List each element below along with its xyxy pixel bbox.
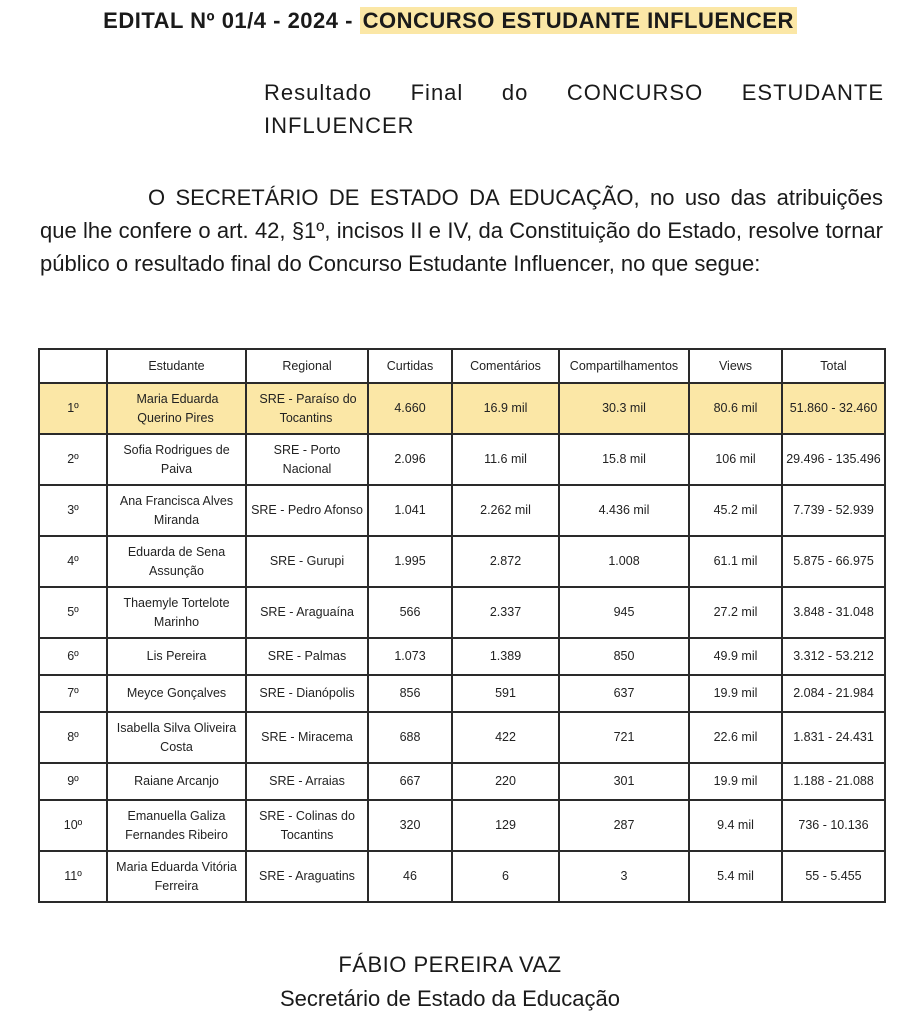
cell-shares: 30.3 mil <box>559 383 689 434</box>
signatory-name: FÁBIO PEREIRA VAZ <box>338 952 562 977</box>
cell-rank: 10º <box>39 800 107 851</box>
table-row <box>39 851 885 902</box>
cell-rank: 9º <box>39 763 107 800</box>
cell-total: 2.084 - 21.984 <box>782 675 885 712</box>
cell-views: 45.2 mil <box>689 485 782 536</box>
table-row <box>39 712 885 763</box>
cell-rank: 5º <box>39 587 107 638</box>
cell-views: 27.2 mil <box>689 587 782 638</box>
cell-likes: 856 <box>368 675 452 712</box>
cell-total: 3.312 - 53.212 <box>782 638 885 675</box>
cell-total: 55 - 5.455 <box>782 851 885 902</box>
cell-comments: 422 <box>452 712 559 763</box>
cell-likes: 46 <box>368 851 452 902</box>
cell-likes: 320 <box>368 800 452 851</box>
cell-likes: 667 <box>368 763 452 800</box>
cell-views: 22.6 mil <box>689 712 782 763</box>
cell-comments: 129 <box>452 800 559 851</box>
cell-rank: 6º <box>39 638 107 675</box>
signatory-role: Secretário de Estado da Educação <box>279 986 620 1011</box>
cell-comments: 220 <box>452 763 559 800</box>
table-row-winner <box>39 383 885 434</box>
cell-views: 80.6 mil <box>689 383 782 434</box>
cell-regional: SRE - Pedro Afonso <box>246 485 368 536</box>
table-row <box>39 434 885 485</box>
header-student: Estudante <box>107 349 246 383</box>
cell-regional: SRE - Arraias <box>246 763 368 800</box>
cell-student: Raiane Arcanjo <box>107 763 246 800</box>
cell-likes: 1.995 <box>368 536 452 587</box>
cell-total: 3.848 - 31.048 <box>782 587 885 638</box>
header-shares: Compartilhamentos <box>559 349 689 383</box>
cell-views: 49.9 mil <box>689 638 782 675</box>
cell-regional: SRE - Porto Nacional <box>246 434 368 485</box>
cell-shares: 721 <box>559 712 689 763</box>
header-likes: Curtidas <box>368 349 452 383</box>
cell-regional: SRE - Miracema <box>246 712 368 763</box>
cell-total: 5.875 - 66.975 <box>782 536 885 587</box>
cell-comments: 2.872 <box>452 536 559 587</box>
cell-views: 19.9 mil <box>689 675 782 712</box>
cell-student: Isabella Silva Oliveira Costa <box>107 712 246 763</box>
cell-shares: 637 <box>559 675 689 712</box>
cell-rank: 1º <box>39 383 107 434</box>
cell-student: Thaemyle Tortelote Marinho <box>107 587 246 638</box>
result-subtitle: Resultado Final do CONCURSO ESTUDANTE INFLUENCER <box>264 80 884 138</box>
header-regional: Regional <box>246 349 368 383</box>
cell-views: 61.1 mil <box>689 536 782 587</box>
cell-likes: 1.073 <box>368 638 452 675</box>
cell-shares: 3 <box>559 851 689 902</box>
cell-shares: 4.436 mil <box>559 485 689 536</box>
cell-total: 51.860 - 32.460 <box>782 383 885 434</box>
cell-shares: 287 <box>559 800 689 851</box>
table-row <box>39 485 885 536</box>
cell-student: Ana Francisca Alves Miranda <box>107 485 246 536</box>
cell-total: 1.188 - 21.088 <box>782 763 885 800</box>
cell-student: Lis Pereira <box>107 638 246 675</box>
cell-regional: SRE - Araguaína <box>246 587 368 638</box>
cell-comments: 2.262 mil <box>452 485 559 536</box>
cell-total: 29.496 - 135.496 <box>782 434 885 485</box>
cell-regional: SRE - Gurupi <box>246 536 368 587</box>
cell-student: Maria Eduarda Vitória Ferreira <box>107 851 246 902</box>
table-header-row <box>39 349 885 383</box>
table-row <box>39 638 885 675</box>
cell-rank: 8º <box>39 712 107 763</box>
cell-views: 5.4 mil <box>689 851 782 902</box>
table-row <box>39 587 885 638</box>
cell-regional: SRE - Paraíso do Tocantins <box>246 383 368 434</box>
cell-views: 9.4 mil <box>689 800 782 851</box>
cell-shares: 850 <box>559 638 689 675</box>
cell-comments: 6 <box>452 851 559 902</box>
cell-regional: SRE - Dianópolis <box>246 675 368 712</box>
table-row <box>39 536 885 587</box>
cell-regional: SRE - Colinas do Tocantins <box>246 800 368 851</box>
cell-likes: 566 <box>368 587 452 638</box>
cell-comments: 591 <box>452 675 559 712</box>
cell-views: 19.9 mil <box>689 763 782 800</box>
cell-shares: 1.008 <box>559 536 689 587</box>
header-views: Views <box>689 349 782 383</box>
cell-rank: 7º <box>39 675 107 712</box>
cell-rank: 3º <box>39 485 107 536</box>
cell-comments: 11.6 mil <box>452 434 559 485</box>
cell-rank: 11º <box>39 851 107 902</box>
results-table <box>38 348 886 903</box>
cell-total: 1.831 - 24.431 <box>782 712 885 763</box>
intro-text: O SECRETÁRIO DE ESTADO DA EDUCAÇÃO, no uso das atribuições que lhe confere o art. 42, §1º, incisos II e IV, da Constituição do Estado, resolve tornar público o resultado final do Concurso Estudante Influencer, no que segue: <box>40 185 883 276</box>
cell-student: Emanuella Galiza Fernandes Ribeiro <box>107 800 246 851</box>
header-total: Total <box>782 349 885 383</box>
header-comments: Comentários <box>452 349 559 383</box>
table-row <box>39 800 885 851</box>
cell-regional: SRE - Palmas <box>246 638 368 675</box>
edital-title-prefix: EDITAL Nº 01/4 - 2024 - <box>103 8 360 33</box>
cell-likes: 4.660 <box>368 383 452 434</box>
table-row <box>39 763 885 800</box>
cell-shares: 15.8 mil <box>559 434 689 485</box>
cell-regional: SRE - Araguatins <box>246 851 368 902</box>
edital-title <box>0 4 900 38</box>
intro-paragraph <box>40 181 883 280</box>
cell-total: 736 - 10.136 <box>782 800 885 851</box>
cell-comments: 1.389 <box>452 638 559 675</box>
cell-rank: 2º <box>39 434 107 485</box>
cell-student: Eduarda de Sena Assunção <box>107 536 246 587</box>
cell-student: Meyce Gonçalves <box>107 675 246 712</box>
table-row <box>39 675 885 712</box>
cell-total: 7.739 - 52.939 <box>782 485 885 536</box>
cell-student: Maria Eduarda Querino Pires <box>107 383 246 434</box>
cell-rank: 4º <box>39 536 107 587</box>
cell-likes: 1.041 <box>368 485 452 536</box>
cell-likes: 688 <box>368 712 452 763</box>
header-rank <box>39 349 107 383</box>
cell-comments: 2.337 <box>452 587 559 638</box>
cell-comments: 16.9 mil <box>452 383 559 434</box>
edital-title-highlight: CONCURSO ESTUDANTE INFLUENCER <box>360 7 797 34</box>
cell-shares: 945 <box>559 587 689 638</box>
cell-views: 106 mil <box>689 434 782 485</box>
cell-likes: 2.096 <box>368 434 452 485</box>
cell-student: Sofia Rodrigues de Paiva <box>107 434 246 485</box>
cell-shares: 301 <box>559 763 689 800</box>
